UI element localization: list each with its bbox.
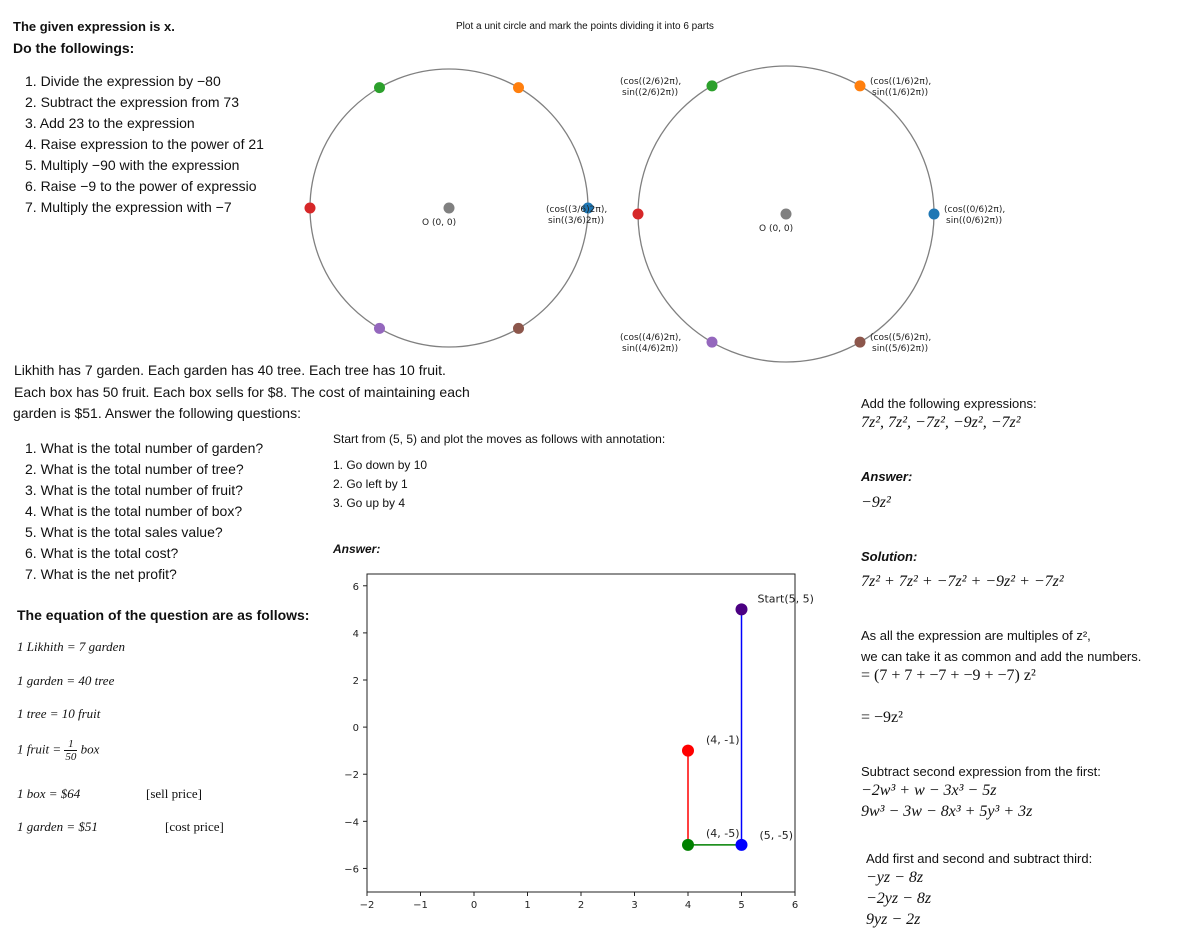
point-annotation: (4, -1) xyxy=(706,733,740,747)
subtract-intro: Subtract second expression from the first: xyxy=(861,764,1101,779)
equation-4-right: box xyxy=(80,741,100,757)
equation-4-left: 1 fruit = xyxy=(17,741,62,757)
step-item: 2. Subtract the expression from 73 xyxy=(25,94,239,110)
division-point xyxy=(374,323,385,334)
x-tick-label: 3 xyxy=(631,900,638,911)
move-step: 2. Go left by 1 xyxy=(333,477,408,491)
add-result: = −9z² xyxy=(861,709,903,726)
step-item: 3. Add 23 to the expression xyxy=(25,115,195,131)
add-answer: −9z² xyxy=(861,494,891,511)
step-item: 5. Multiply −90 with the expression xyxy=(25,157,240,173)
division-point xyxy=(513,323,524,334)
add-note-1: As all the expression are multiples of z², xyxy=(861,628,1091,643)
add-intro: Add the following expressions: xyxy=(861,396,1037,411)
move-step: 1. Go down by 10 xyxy=(333,458,428,472)
subtract-expr-2: 9w³ − 3w − 8x³ + 5y³ + 3z xyxy=(861,803,1033,820)
move-step: 3. Go up by 4 xyxy=(333,496,406,510)
division-point xyxy=(855,337,866,348)
question-item: 1. What is the total number of garden? xyxy=(25,440,264,456)
division-point xyxy=(513,82,524,93)
y-tick-label: 2 xyxy=(352,676,359,687)
add-sum: 7z² + 7z² + −7z² + −9z² + −7z² xyxy=(861,573,1064,590)
move-point xyxy=(736,839,748,851)
moves-intro: Start from (5, 5) and plot the moves as follows with annotation: xyxy=(333,432,666,446)
x-tick-label: 5 xyxy=(738,900,745,911)
move-point xyxy=(736,603,748,615)
x-tick-label: 1 xyxy=(524,900,531,911)
point-label: (cos((3/6)2π), sin((3/6)2π)) xyxy=(546,205,608,226)
division-point xyxy=(374,82,385,93)
equation-4 xyxy=(17,738,99,763)
addsub-expr-3: 9yz − 2z xyxy=(866,911,921,928)
y-tick-label: −4 xyxy=(344,817,359,829)
origin-point xyxy=(781,209,792,220)
addsub-intro: Add first and second and subtract third: xyxy=(866,851,1093,866)
addsub-expr-2: −2yz − 8z xyxy=(866,890,932,907)
point-annotation: Start(5, 5) xyxy=(757,592,814,606)
x-tick-label: 2 xyxy=(577,900,585,911)
point-label: (cos((0/6)2π), sin((0/6)2π)) xyxy=(944,205,1006,226)
question-item: 5. What is the total sales value? xyxy=(25,524,223,540)
moves-chart xyxy=(325,565,825,920)
sell-price-note: [sell price] xyxy=(146,786,202,801)
question-item: 6. What is the total cost? xyxy=(25,545,179,561)
moves-answer-label: Answer: xyxy=(333,542,381,556)
y-tick-label: −6 xyxy=(344,864,359,876)
step-item: 6. Raise −9 to the power of expressio xyxy=(25,178,257,194)
step-item: 1. Divide the expression by −80 xyxy=(25,73,221,89)
x-tick-label: −1 xyxy=(413,900,428,911)
question-item: 3. What is the total number of fruit? xyxy=(25,482,243,498)
equation-6: 1 garden = $51 xyxy=(17,819,98,834)
word-line-3: garden is $51. Answer the following questions: xyxy=(13,405,301,421)
circle-title: Plot a unit circle and mark the points dividing it into 6 parts xyxy=(456,21,714,32)
division-point xyxy=(855,80,866,91)
add-terms: 7z², 7z², −7z², −9z², −7z² xyxy=(861,414,1021,431)
add-step: = (7 + 7 + −7 + −9 + −7) z² xyxy=(861,667,1036,684)
y-tick-label: 6 xyxy=(352,581,359,593)
y-tick-label: 4 xyxy=(352,628,359,640)
division-point xyxy=(305,203,316,214)
add-solution-label: Solution: xyxy=(861,549,918,564)
point-label: (cos((4/6)2π), sin((4/6)2π)) xyxy=(620,333,682,355)
expression-intro: The given expression is x. xyxy=(13,19,175,34)
point-annotation: (4, -5) xyxy=(706,826,740,840)
division-point xyxy=(707,337,718,348)
division-point xyxy=(633,209,644,220)
add-answer-label: Answer: xyxy=(861,469,913,484)
step-item: 7. Multiply the expression with −7 xyxy=(25,199,232,215)
question-item: 7. What is the net profit? xyxy=(25,566,177,582)
steps-heading: Do the followings: xyxy=(13,40,135,56)
move-point xyxy=(682,745,694,757)
y-tick-label: −2 xyxy=(344,770,359,782)
x-tick-label: 4 xyxy=(684,900,692,911)
equation-5: 1 box = $64 xyxy=(17,786,81,801)
x-tick-label: −2 xyxy=(359,900,375,911)
point-annotation: (5, -5) xyxy=(759,828,794,842)
equation-3: 1 tree = 10 fruit xyxy=(17,706,101,721)
division-point xyxy=(929,209,940,220)
point-label: (cos((2/6)2π), sin((2/6)2π)) xyxy=(620,76,682,98)
y-tick-label: 0 xyxy=(352,723,359,735)
origin-point xyxy=(444,203,455,214)
expression-steps xyxy=(25,71,265,218)
add-note-2: we can take it as common and add the numbers. xyxy=(861,649,1142,664)
word-line-1: Likhith has 7 garden. Each garden has 40 tree. Each tree has 10 fruit. xyxy=(14,362,446,378)
addsub-expr-1: −yz − 8z xyxy=(866,869,924,886)
word-line-2: Each box has 50 fruit. Each box sells for $8. The cost of maintaining each xyxy=(14,384,470,400)
point-label: (cos((5/6)2π), sin((5/6)2π)) xyxy=(870,333,932,355)
equation-1: 1 Likhith = 7 garden xyxy=(17,639,125,654)
question-item: 4. What is the total number of box? xyxy=(25,503,243,519)
unit-circle-figure xyxy=(290,40,1006,370)
origin-label: O (0, 0) xyxy=(422,218,457,228)
equation-2: 1 garden = 40 tree xyxy=(17,673,115,688)
fraction: $\frac{1}{50}$ xyxy=(65,738,77,763)
step-item: 4. Raise expression to the power of 21 xyxy=(25,136,264,152)
cost-price-note: [cost price] xyxy=(165,819,224,834)
point-label: (cos((1/6)2π), sin((1/6)2π)) xyxy=(870,76,932,98)
question-item: 2. What is the total number of tree? xyxy=(25,461,244,477)
origin-label: O (0, 0) xyxy=(759,224,794,234)
x-tick-label: 0 xyxy=(470,900,478,911)
equation-heading: The equation of the question are as follows: xyxy=(17,607,310,623)
move-point xyxy=(682,839,694,851)
division-point xyxy=(707,80,718,91)
subtract-expr-1: −2w³ + w − 3x³ − 5z xyxy=(861,782,997,799)
x-tick-label: 6 xyxy=(791,900,799,911)
unit-circle-labeled xyxy=(546,66,1005,362)
question-list xyxy=(25,438,263,585)
